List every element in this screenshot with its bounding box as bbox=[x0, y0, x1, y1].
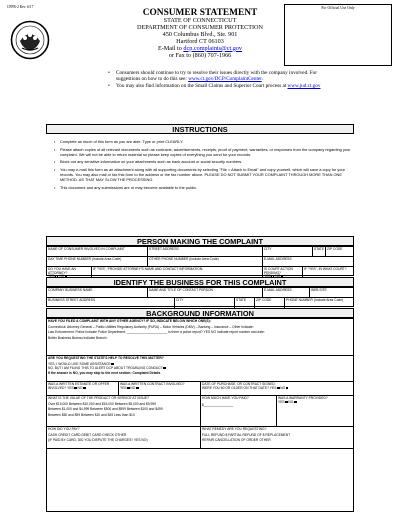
field-label: WAS A WRITTEN ESTIMATE OR OFFER INVOLVED? bbox=[48, 381, 110, 390]
field-label: STATE bbox=[314, 246, 325, 251]
written-contract-field bbox=[119, 382, 201, 396]
court-question bbox=[263, 267, 303, 277]
instruction-item: • Please attach copies of all relevant documents such as contracts, advertisements, receipts, proof of payment, warranties, or responses from the company regarding your complaint. We will not be able to return material so please keep copies of everything you send for your records. bbox=[54, 148, 354, 157]
no-label: NO bbox=[280, 385, 286, 390]
guidance-text: You may also find information on the Small Claims and Superior Court process at bbox=[116, 83, 288, 89]
zip-field[interactable] bbox=[326, 247, 354, 257]
instructions-list bbox=[54, 140, 354, 194]
attorney-question bbox=[47, 267, 92, 277]
field-label: IF "YES", PROVIDE ATTORNEY'S NAME AND CONTACT INFORMATION: bbox=[93, 266, 204, 271]
field-label: WAS A WARRANTY PROVIDED? bbox=[278, 395, 328, 400]
business-zip-field[interactable] bbox=[255, 298, 285, 308]
field-label: BUSINESS STREET ADDRESS bbox=[48, 297, 96, 302]
other-agency-question: HAVE YOU FILED A COMPLAINT WITH ANY OTHER AGENCY? IF SO, INDICATE BELOW WHICH ONE(S): bbox=[48, 318, 211, 323]
no-label: NO bbox=[288, 399, 294, 404]
remedy-options[interactable]: REPAIR CANCELLATION OF ORDER OTHER bbox=[202, 438, 271, 443]
complaints-email-link[interactable]: dcp.complaints@ct.gov bbox=[183, 44, 243, 52]
over-60-label: WERE YOU 60 OR OLDER ON THAT DATE? bbox=[202, 385, 269, 390]
estimate-no-checkbox[interactable] bbox=[83, 387, 86, 390]
field-label: DATE OF PURCHASE, OR CONTRACT SIGNED: bbox=[202, 381, 276, 386]
person-section-header: PERSON MAKING THE COMPLAINT bbox=[46, 236, 354, 246]
business-phone-field[interactable] bbox=[285, 298, 354, 308]
background-section-header: BACKGROUND INFORMATION bbox=[46, 308, 354, 318]
field-label: IF "YES", IN WHAT COURT? bbox=[304, 266, 347, 271]
instruction-item: • You may e-mail this form as an attachment along with all supporting documents by selecting "File > Attach to Email" and copy yourself, which will save a copy for your records. You may also mail or fax this form to the address or the fax number above. PLEASE DO NOT SUBMIT YOUR COMPLAINT THROUGH MORE THAN ONE METHOD. AS THAT MAY SLOW THE PROCESSING. bbox=[54, 168, 354, 182]
remedy-options[interactable]: FULL REFUND $ PARTIAL REFUND OF $ REPLACEMENT bbox=[202, 432, 291, 437]
street-field[interactable] bbox=[148, 247, 263, 257]
street-address: 450 Columbus Blvd., Ste. 901 bbox=[162, 30, 238, 38]
payment-block bbox=[47, 427, 201, 449]
remedy-question: WHAT REMEDY ARE YOU REQUESTING? bbox=[202, 426, 267, 431]
instructions-header: INSTRUCTIONS bbox=[46, 124, 354, 134]
city-state-zip: Hartford CT 06103 bbox=[176, 37, 224, 45]
judicial-link[interactable]: www.jud.ct.gov bbox=[287, 83, 321, 89]
value-options-row[interactable]: Between $50 and $99 Between $10 and $49 Less than $10 bbox=[48, 413, 135, 418]
field-label: CITY bbox=[264, 246, 272, 251]
value-options-row[interactable]: Over $15,000 Between $10,000 and $15,000 Between $5,000 and $9,999 bbox=[48, 401, 156, 406]
which-court-field[interactable] bbox=[303, 267, 354, 277]
dispute-options[interactable]: (IF PAID BY CARD, DID YOU DISPUTE THE CHARGES? YES NO) bbox=[48, 438, 148, 443]
guidance-text: Consumers should continue to try to resolve their issues directly with the company involved. For suggestions on how to do this see: bbox=[116, 70, 317, 82]
yes-label: YES bbox=[120, 385, 127, 390]
contract-no-checkbox[interactable] bbox=[136, 387, 139, 390]
amount-paid-field[interactable]: HOW MUCH HAVE YOU PAID? $________________ bbox=[201, 396, 277, 427]
business-state-field[interactable] bbox=[235, 298, 255, 308]
field-label: NAME AND TITLE OF CONTACT PERSON bbox=[149, 287, 213, 292]
over60-no-checkbox[interactable] bbox=[286, 387, 289, 390]
attorney-info-field[interactable] bbox=[92, 267, 263, 277]
consumer-name-field[interactable] bbox=[47, 247, 148, 257]
dollar-sign: $ bbox=[202, 403, 204, 408]
field-label: DO YOU HAVE AN ATTORNEY? bbox=[48, 266, 76, 275]
state-seal bbox=[10, 20, 50, 60]
contact-person-field[interactable] bbox=[148, 288, 263, 298]
official-use-box bbox=[284, 4, 392, 66]
business-email-field[interactable] bbox=[263, 288, 310, 298]
resolve-yes-label: YES, I WOULD LIKE SOME ASSISTANCE bbox=[48, 361, 111, 366]
field-label: E-MAIL ADDRESS bbox=[264, 256, 292, 261]
yes-label: YES bbox=[67, 385, 74, 390]
official-use-label: For Official Use Only bbox=[321, 6, 355, 10]
person-grid bbox=[46, 246, 354, 276]
resolve-block bbox=[47, 356, 354, 382]
agency-header bbox=[100, 8, 300, 59]
guidance-suffix: . bbox=[261, 76, 263, 82]
warranty-no-checkbox[interactable] bbox=[294, 401, 297, 404]
complaint-center-link[interactable]: www.ct.gov/DCP/ComplaintCenter bbox=[188, 76, 262, 82]
field-label: WAS A WRITTEN CONTRACT INVOLVED? bbox=[120, 381, 185, 386]
email-prefix: E-Mail to bbox=[157, 44, 184, 52]
field-label: OTHER PHONE NUMBER (Include Area Code) bbox=[149, 256, 219, 261]
value-options-row[interactable]: Between $1,000 and $4,999 Between $500 and $999 Between $100 and $499 bbox=[48, 407, 163, 412]
field-label: ZIP CODE bbox=[256, 297, 272, 302]
no-label: NO bbox=[130, 385, 136, 390]
field-label: HOW MUCH HAVE YOU PAID? bbox=[202, 395, 249, 400]
department-name: DEPARTMENT OF CONSUMER PROTECTION bbox=[137, 23, 263, 31]
guidance-item bbox=[108, 83, 336, 89]
field-label: COMPANY BUSINESS NAME bbox=[48, 287, 93, 292]
form-id: CPFR-2 Rev. 6/17 bbox=[7, 5, 34, 9]
bbb-option[interactable]: Better Business Bureau Indicate Branch: bbox=[48, 336, 108, 341]
other-phone-field[interactable] bbox=[148, 257, 263, 267]
resolve-no-checkbox[interactable] bbox=[163, 367, 166, 370]
no-label: NO bbox=[77, 385, 83, 390]
guidance-item bbox=[108, 70, 336, 82]
other-agency-block bbox=[47, 319, 354, 356]
field-label: CITY bbox=[176, 297, 184, 302]
remedy-block bbox=[201, 427, 354, 449]
website-field[interactable] bbox=[310, 288, 354, 298]
field-label: STATE bbox=[236, 297, 247, 302]
company-name-field[interactable] bbox=[47, 288, 148, 298]
payment-question: HOW DID YOU PAY? bbox=[48, 426, 80, 431]
field-label: E-MAIL ADDRESS bbox=[264, 287, 292, 292]
background-grid bbox=[46, 318, 354, 512]
written-estimate-field bbox=[47, 382, 119, 396]
resolve-no-label: NO, BUT I AM FILING THIS TO ALERT DCP ABOUT TROUBLING CONDUCT bbox=[48, 365, 163, 370]
email-field[interactable] bbox=[263, 257, 354, 267]
field-label: NAME OF CONSUMER INVOLVED IN COMPLAINT bbox=[48, 246, 125, 251]
business-street-field[interactable] bbox=[47, 298, 175, 308]
ct-agencies-options[interactable]: Connecticut: Attorney General – Public Utilities Regulatory Authority (PURA) – Motor Vehicles (DMV) – Banking – Insurance – Other Indicate: bbox=[48, 324, 254, 329]
field-label: IS COURT ACTION PENDING? bbox=[264, 266, 293, 275]
resolve-question: ARE YOU REQUESTING THE STATE'S HELP TO RESOLVE THIS MATTER? bbox=[48, 355, 164, 360]
field-label: ZIP CODE bbox=[327, 246, 343, 251]
fax-line: or Fax to (860) 707-1966 bbox=[168, 51, 232, 59]
field-label: DAY TIME PHONE NUMBER (Include Area Code) bbox=[48, 256, 122, 261]
business-city-field[interactable] bbox=[175, 298, 235, 308]
field-label: STREET ADDRESS bbox=[149, 246, 179, 251]
payment-options[interactable]: CASH CREDIT CARD DEBIT CARD CHECK OTHER bbox=[48, 432, 127, 437]
guidance-bullets bbox=[108, 70, 336, 90]
business-grid bbox=[46, 287, 354, 307]
law-enforcement-options[interactable]: Law Enforcement: Police Indicate Police Department: ______________________ Is there a police report? YES NO Indicate report number and date: bbox=[48, 330, 265, 335]
city-field[interactable] bbox=[263, 247, 313, 257]
yes-label: YES bbox=[269, 385, 277, 390]
resolve-note: If the answer is NO, you may skip to the next section: Complaint Details bbox=[48, 370, 161, 375]
value-question: WHAT IS THE VALUE OF THE PRODUCT OR SERVICE AT ISSUE? bbox=[48, 395, 149, 400]
purchase-date-field[interactable] bbox=[201, 382, 354, 396]
state-name: STATE OF CONNECTICUT bbox=[163, 17, 237, 24]
yes-label: YES bbox=[278, 399, 285, 404]
resolve-yes-checkbox[interactable] bbox=[111, 363, 114, 366]
day-phone-field[interactable] bbox=[47, 257, 148, 267]
instruction-item: • This document and any submissions are or may become available to the public. bbox=[54, 186, 354, 191]
field-label: PHONE NUMBER (Include Area Code) bbox=[286, 297, 344, 302]
form-title: CONSUMER STATEMENT bbox=[142, 8, 258, 18]
field-label: WEB SITE bbox=[311, 287, 327, 292]
warranty-field bbox=[277, 396, 354, 427]
instruction-item: • Block out any sensitive information on your attachments such as bank account or social security numbers. bbox=[54, 160, 354, 165]
state-field[interactable] bbox=[313, 247, 326, 257]
value-block bbox=[47, 396, 201, 427]
business-section-header: IDENTIFY THE BUSINESS FOR THIS COMPLAINT bbox=[46, 277, 354, 287]
instruction-item: • Complete as much of this form as you are able. Type or print CLEARLY. bbox=[54, 140, 354, 145]
